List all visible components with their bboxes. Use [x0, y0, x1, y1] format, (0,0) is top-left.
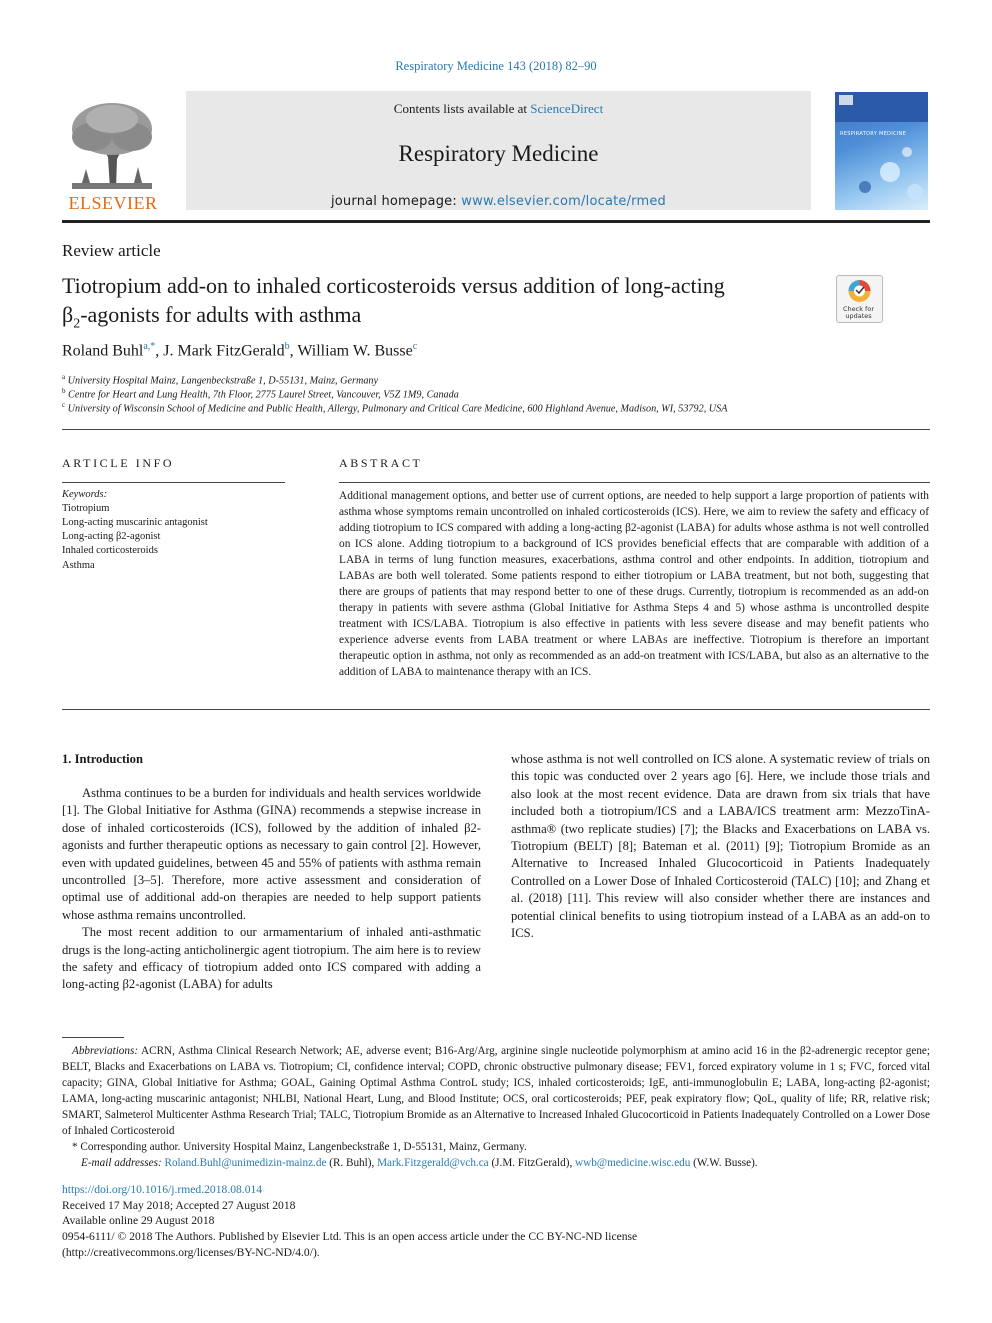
check-updates-icon [837, 276, 882, 306]
received-dates: Received 17 May 2018; Accepted 27 August 2018 [62, 1199, 296, 1212]
body-column-left [62, 785, 481, 994]
affiliation: $^c$ University of Wisconsin School of Medicine and Public Health, Allergy, Pulmonary and Critical Care Medicine, 600 Highland Avenue, Madison, WI, 53792, USA [62, 401, 728, 415]
license-url[interactable]: (http://creativecommons.org/licenses/BY-NC-ND/4.0/). [62, 1246, 320, 1259]
author-affil-marker[interactable]: c [412, 341, 418, 352]
article-title: Tiotropium add-on to inhaled corticosteroids versus addition of long-acting $\beta_2$-agonists for adults with asthma [62, 273, 725, 332]
author-name: Roland Buhl [62, 342, 144, 360]
email-link[interactable]: Mark.Fitzgerald@vch.ca [377, 1157, 489, 1169]
author-name: William W. Busse [297, 342, 413, 360]
section-heading: 1. Introduction [62, 752, 143, 766]
keyword: Long-acting muscarinic antagonist [62, 517, 208, 528]
corresponding-author-footnote: * Corresponding author. University Hospital Mainz, Langenbeckstraße 1, D-55131, Mainz, Germany. [72, 1141, 527, 1153]
sciencedirect-link[interactable]: ScienceDirect [530, 101, 604, 116]
keyword: Inhaled corticosteroids [62, 545, 158, 556]
author-affil-marker[interactable]: b [284, 341, 290, 352]
author-name: J. Mark FitzGerald [163, 342, 285, 360]
article-type: Review article [62, 241, 161, 260]
affiliation: $^b$ Centre for Heart and Lung Health, 7th Floor, 2775 Laurel Street, Vancouver, V5Z 1M9, Canada [62, 387, 459, 401]
keyword: Long-acting β2-agonist [62, 531, 161, 542]
journal-cover-image[interactable] [835, 92, 928, 210]
online-date: Available online 29 August 2018 [62, 1214, 215, 1227]
divider [62, 482, 285, 483]
divider [339, 482, 930, 483]
abstract-heading: ABSTRACT [339, 456, 423, 470]
keyword: Tiotropium [62, 503, 110, 514]
journal-citation[interactable]: Respiratory Medicine 143 (2018) 82–90 [395, 59, 597, 73]
cover-artwork-icon [835, 92, 928, 210]
divider [62, 429, 930, 430]
abbreviations-footnote: Abbreviations: ACRN, Asthma Clinical Research Network; AE, adverse event; B16-Arg/Arg, arginine single nucleotide polymorphism at amino acid 16 in the β2-adrenergic receptor gene; BELT, Blacks and Exacerbations on LABA vs. Tiotropium; CI, confidence interval; COPD, chronic obstructive pulmonary disease; FEV1, forced expiratory volume in 1 s; FVC, forced vital capacity; GINA, Global Initiative for Asthma; GOAL, Gaining Optimal Asthma ControL study; ICS, inhaled corticosteroids; IgE, anti-immunoglobulin E; LABA, long-acting β2-agonist; LAMA, long-acting muscarinic antagonist; NHLBI, National Heart, Lung, and Blood Institute; OCS, oral corticosteroids; PEF, peak expiratory flow; QoL, quality of life; RR, relative risk; SMART, Salmeterol Multicenter Asthma Research Trial; TALC, Tiotropium Bromide as an Alternative to Increased Inhaled Glucocorticoid in Patients Inadequately Controlled on a Lower Dose of Inhaled Corticosteroid [62, 1045, 930, 1137]
paragraph: whose asthma is not well controlled on ICS alone. A systematic review of trials on this topic was conducted over 2 years ago [6]. Here, we include those trials and also look at the most recent evidence. Data are drawn from six trials that have included both a tiotropium/ICS and a LABA/ICS treatment arm: MezzoTinA-asthma® (two replicate studies) [7]; the Blacks and Exacerbations on LABA vs. Tiotropium (BELT) [8]; Bateman et al. (2011) [9]; Tiotropium Bromide as an Alternative to Increased Inhaled Glucocorticoid in Patients Inadequately Controlled on a Lower Dose of Inhaled Corticosteroid (TALC) [10]; and Zhang et al. (2018) [11]. This review will also consider whether there are instances and potential clinical benefits to using tiotropium instead of a LABA as an add-on to ICS. [511, 752, 930, 941]
publisher-logo-text: ELSEVIER [68, 193, 158, 213]
keyword: Asthma [62, 560, 95, 571]
journal-name: Respiratory Medicine [398, 141, 599, 166]
check-for-updates-label: Check for updates [843, 305, 874, 320]
author-list: Roland Buhl$^{a,*}$, J. Mark FitzGerald$^b$, William W. Busse$^c$ [62, 341, 418, 360]
author-affil-marker[interactable]: a,* [143, 341, 156, 352]
contents-available: Contents lists available at ScienceDirect [393, 101, 604, 116]
email-link[interactable]: Roland.Buhl@unimedizin-mainz.de [164, 1157, 327, 1169]
footnote-divider [62, 1037, 124, 1038]
divider [62, 709, 930, 710]
affiliation: $^a$ University Hospital Mainz, Langenbeckstraße 1, D-55131, Mainz, Germany [62, 373, 379, 387]
body-column-right [511, 751, 930, 942]
email-footnote: E-mail addresses: Roland.Buhl@unimedizin-mainz.de (R. Buhl), Mark.Fitzgerald@vch.ca (J.M. FitzGerald), wwb@medicine.wisc.edu (W.W. Busse). [81, 1157, 758, 1169]
keywords-label: Keywords: [62, 489, 108, 500]
paragraph: Asthma continues to be a burden for individuals and health services worldwide [1]. The Global Initiative for Asthma (GINA) recommends a stepwise increase in dose of inhaled corticosteroids (ICS), followed by the addition of inhaled β2-agonists and further therapeutic options as necessary to gain control [2]. However, even with updated guidelines, between 45 and 55% of patients with asthma remain uncontrolled [3–5]. Therefore, more active assessment and consideration of optimal use of additional add-on therapies are needed to help support patients whose asthma remains uncontrolled. [62, 786, 481, 922]
license-text: 0954-6111/ © 2018 The Authors. Published by Elsevier Ltd. This is an open access article under the CC BY-NC-ND license [62, 1230, 638, 1243]
article-info-heading: ARTICLE INFO [62, 456, 175, 470]
homepage-link[interactable]: www.elsevier.com/locate/rmed [461, 194, 667, 209]
email-link[interactable]: wwb@medicine.wisc.edu [575, 1157, 691, 1169]
doi-link[interactable]: https://doi.org/10.1016/j.rmed.2018.08.014 [62, 1183, 263, 1196]
journal-homepage: journal homepage: www.elsevier.com/locate/rmed [330, 194, 667, 209]
paragraph: The most recent addition to our armamentarium of inhaled anti-asthmatic drugs is the long-acting anticholinergic agent tiotropium. The aim here is to review the safety and efficacy of tiotropium added onto ICS compared with adding a long-acting β2-agonist (LABA) for adults [62, 925, 481, 992]
header-divider [62, 220, 930, 223]
abstract-text: Additional management options, and better use of current options, are needed to help support a large proportion of patients with asthma whose symptoms remain uncontrolled on inhaled corticosteroids (ICS). Here, we aim to review the safety and efficacy of adding tiotropium to ICS compared with adding a long-acting β2-agonist (LABA) for adults whose asthma is not well controlled on ICS alone. Adding tiotropium to a background of ICS provides beneficial effects that are comparable with addition of a LABA in terms of lung function measures, exacerbations, asthma control and other endpoints. In addition, tiotropium and LABAs are both well tolerated. Some patients respond to either tiotropium or LABA treatment, but not both, suggesting that there are groups of patients that may respond better to one of these drugs. Currently, tiotropium is recommended as an add-on therapy in patients with severe asthma (Global Initiative for Asthma Steps 4 and 5) whose asthma is uncontrolled despite treatment with ICS/LABA. Tiotropium is also effective in patients with less severe disease and may benefit patients who experience adverse events from LABA treatment or where LABAs are ineffective. Tiotropium is therefore an important therapeutic option in asthma, not only as recommended as an add-on treatment with ICS/LABA, but also as an alternative to the addition of LABA to maintenance therapy with an ICS. [339, 490, 929, 678]
cover-title: RESPIRATORY MEDICINE [840, 131, 907, 137]
